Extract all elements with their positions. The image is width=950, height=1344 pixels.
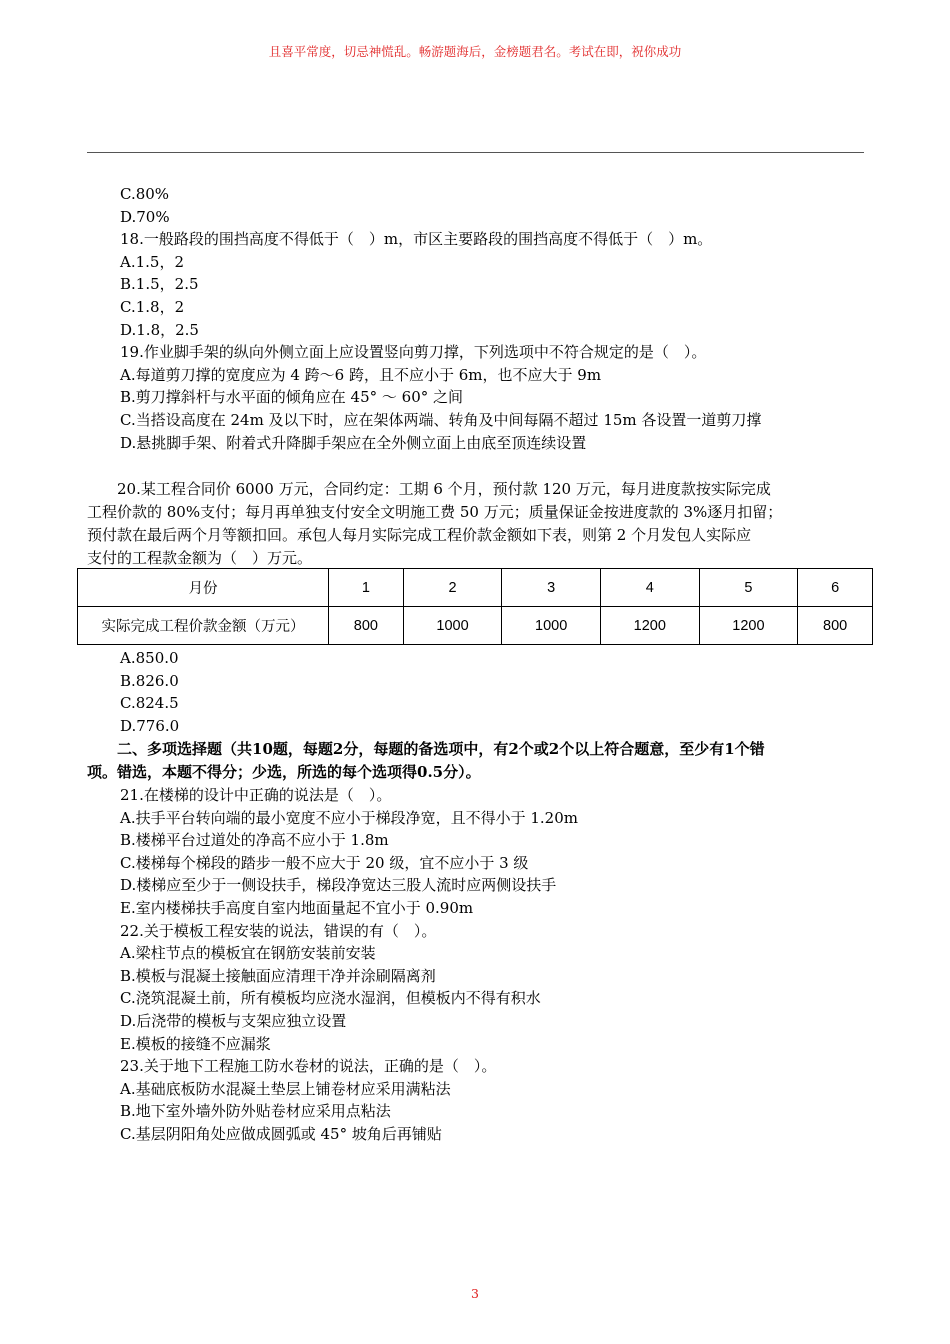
option-line: E.模板的接缝不应漏浆 — [120, 1034, 271, 1053]
table-row-label: 实际完成工程价款金额（万元） — [78, 607, 329, 645]
option-line: B.剪刀撑斜杆与水平面的倾角应在 45° ～ 60° 之间 — [120, 388, 464, 407]
header-motto: 且喜平常度，切忌神慌乱。畅游题海后，金榜题君名。考试在即，祝你成功 — [268, 44, 682, 59]
month-cell: 6 — [798, 569, 873, 607]
option-line: B.地下室外墙外防外贴卷材应采用点粘法 — [120, 1102, 391, 1121]
option-line: C.1.8，2 — [120, 297, 185, 316]
option-line: C.当搭设高度在 24m 及以下时，应在架体两端、转角及中间每隔不超过 15m 各设置一道剪刀撑 — [120, 410, 762, 429]
table-row — [78, 607, 873, 645]
question-23: 23.关于地下工程施工防水卷材的说法，正确的是（ ）。 — [120, 1057, 497, 1076]
option-line: A.基础底板防水混凝土垫层上铺卷材应采用满粘法 — [120, 1079, 451, 1098]
option-line: D.悬挑脚手架、附着式升降脚手架应在全外侧立面上由底至顶连续设置 — [120, 433, 587, 452]
section-title-line: 项。错选，本题不得分；少选，所选的每个选项得0.5分）。 — [87, 763, 481, 781]
option-line: A.每道剪刀撑的宽度应为 4 跨～6 跨，且不应小于 6m，也不应大于 9m — [120, 365, 602, 384]
option-line: B.826.0 — [120, 671, 179, 690]
month-cell: 1 — [329, 569, 404, 607]
question-20-line: 支付的工程款金额为（ ）万元。 — [87, 549, 313, 567]
option-line: A.梁柱节点的模板宜在钢筋安装前安装 — [120, 944, 376, 963]
option-line: B.1.5，2.5 — [120, 275, 199, 294]
option-line: A.1.5，2 — [120, 252, 184, 271]
monthly-amount-table — [77, 568, 873, 645]
amount-cell: 800 — [329, 607, 404, 645]
option-line: C.80% — [120, 185, 170, 203]
option-line: E.室内楼梯扶手高度自室内地面量起不宜小于 0.90m — [120, 898, 474, 917]
month-cell: 4 — [600, 569, 699, 607]
option-line: B.模板与混凝土接触面应清理干净并涂刷隔离剂 — [120, 966, 436, 985]
option-line: D.776.0 — [120, 716, 180, 735]
question-19: 19.作业脚手架的纵向外侧立面上应设置竖向剪刀撑，下列选项中不符合规定的是（ ）。 — [120, 343, 707, 362]
month-cell: 2 — [403, 569, 502, 607]
month-cell: 3 — [502, 569, 601, 607]
month-cell: 5 — [699, 569, 798, 607]
amount-cell: 1200 — [699, 607, 798, 645]
page-number: 3 — [471, 1286, 479, 1301]
amount-cell: 1200 — [600, 607, 699, 645]
question-20-line: 预付款在最后两个月等额扣回。承包人每月实际完成工程价款金额如下表，则第 2 个月发包人实际应 — [87, 526, 752, 544]
option-line: D.1.8，2.5 — [120, 320, 199, 339]
question-18: 18.一般路段的围挡高度不得低于（ ）m，市区主要路段的围挡高度不得低于（ ）m。 — [120, 230, 713, 249]
table-header-row — [78, 569, 873, 607]
option-line: C.楼梯每个梯段的踏步一般不应大于 20 级，宜不应小于 3 级 — [120, 853, 529, 872]
section-title-multiple-choice — [87, 738, 867, 784]
amount-cell: 1000 — [403, 607, 502, 645]
option-line: D.楼梯应至少于一侧设扶手，梯段净宽达三股人流时应两侧设扶手 — [120, 876, 557, 895]
question-20-line: 20.某工程合同价 6000 万元，合同约定：工期 6 个月，预付款 120 万元，每月进度款按实际完成 — [87, 480, 771, 498]
option-line: B.楼梯平台过道处的净高不应小于 1.8m — [120, 831, 389, 850]
amount-cell: 1000 — [502, 607, 601, 645]
option-line: C.浇筑混凝土前，所有模板均应浇水湿润，但模板内不得有积水 — [120, 989, 541, 1008]
question-21: 21.在楼梯的设计中正确的说法是（ ）。 — [120, 786, 392, 804]
table-header-label: 月份 — [78, 569, 329, 607]
question-22: 22.关于模板工程安装的说法，错误的有（ ）。 — [120, 921, 437, 940]
question-20-options — [120, 647, 880, 737]
header-divider — [87, 152, 864, 153]
amount-cell: 800 — [798, 607, 873, 645]
section-title-line: 二、多项选择题（共10题，每题2分，每题的备选项中，有2个或2个以上符合题意，至少有1个错 — [87, 740, 765, 758]
question-20 — [87, 478, 865, 570]
option-line: C.基层阴阳角处应做成圆弧或 45° 坡角后再铺贴 — [120, 1124, 442, 1143]
question-20-line: 工程价款的 80%支付；每月再单独支付安全文明施工费 50 万元；质量保证金按进度款的 3%逐月扣留； — [87, 503, 783, 521]
option-line: C.824.5 — [120, 694, 179, 713]
question-block-21-23 — [120, 784, 880, 1146]
option-line: A.850.0 — [120, 649, 179, 667]
option-line: D.后浇带的模板与支架应独立设置 — [120, 1011, 347, 1030]
option-line: A.扶手平台转向端的最小宽度不应小于梯段净宽，且不得小于 1.20m — [120, 808, 578, 827]
question-block-17-19 — [120, 183, 880, 454]
option-line: D.70% — [120, 207, 170, 226]
